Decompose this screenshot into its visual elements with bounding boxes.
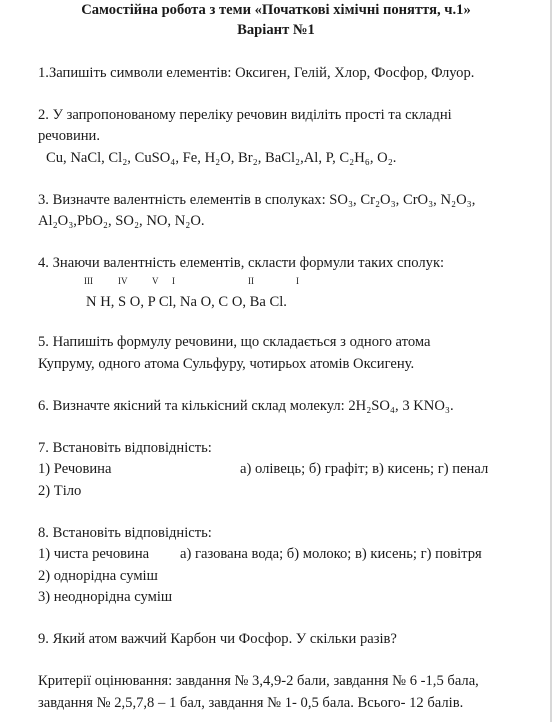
task-2-line-1: 2. У запропонованому переліку речовин виділіть прості та складні — [38, 107, 452, 123]
task-8-left-item: 1) чиста речовина — [38, 546, 150, 562]
task-7-title: 7. Встановіть відповідність: — [38, 440, 212, 456]
valence-label: IV — [118, 276, 128, 286]
task-7-left-item: 2) Тіло — [38, 483, 82, 499]
task-7-left-item: 1) Речовина — [38, 461, 112, 477]
task-4-line-1: 4. Знаючи валентність елементів, скласти формули таких сполук: — [38, 255, 445, 271]
valence-label: III — [84, 276, 93, 286]
task-8-left-item: 3) неоднорідна суміш — [38, 589, 173, 605]
task-3-line-2: Al₂O₃,PbO₂, SO₂, NO, N₂O. — [38, 213, 205, 229]
valence-label: II — [248, 276, 254, 286]
task-2-formulas: Cu, NaCl, Cl₂, CuSO₄, Fe, H₂O, Br₂, BaCl₂,Al, P, C₂H₆, O₂. — [46, 150, 397, 166]
task-9: 9. Який атом важчий Карбон чи Фосфор. У скільки разів? — [38, 631, 397, 647]
task-7-options: а) олівець; б) графіт; в) кисень; г) пенал — [240, 461, 489, 477]
task-4-formulas: N H, S O, P Cl, Na O, C O, Ba Cl. — [86, 294, 287, 310]
variant-heading: Варіант №1 — [237, 22, 315, 38]
valence-label: I — [296, 276, 299, 286]
task-2-line-2: речовини. — [38, 128, 101, 144]
task-3-line-1: 3. Визначте валентність елементів в сполуках: SO₃, Cr₂O₃, CrO₃, N₂O₃, — [38, 192, 476, 208]
criteria-line-2: завдання № 2,5,7,8 – 1 бал, завдання № 1- 0,5 бала. Всього- 12 балів. — [38, 695, 464, 711]
task-1: 1.Запишіть символи елементів: Оксиген, Гелій, Хлор, Фосфор, Флуор. — [38, 65, 475, 81]
valence-label: V — [152, 276, 159, 286]
task-6: 6. Визначте якісний та кількісний склад молекул: 2H₂SO₄, 3 KNO₃. — [38, 398, 454, 414]
task-8-title: 8. Встановіть відповідність: — [38, 525, 212, 541]
task-5-line-2: Купруму, одного атома Сульфуру, чотирьох атомів Оксигену. — [38, 356, 415, 372]
task-8-left-item: 2) однорідна суміш — [38, 568, 158, 584]
valence-label: I — [172, 276, 175, 286]
criteria-line-1: Критерії оцінювання: завдання № 3,4,9-2 бали, завдання № 6 -1,5 бала, — [38, 673, 479, 689]
worksheet-title: Самостійна робота з теми «Початкові хімічні поняття, ч.1» — [81, 2, 471, 18]
task-8-options: а) газована вода; б) молоко; в) кисень; г) повітря — [180, 546, 482, 562]
task-5-line-1: 5. Напишіть формулу речовини, що складається з одного атома — [38, 334, 431, 350]
